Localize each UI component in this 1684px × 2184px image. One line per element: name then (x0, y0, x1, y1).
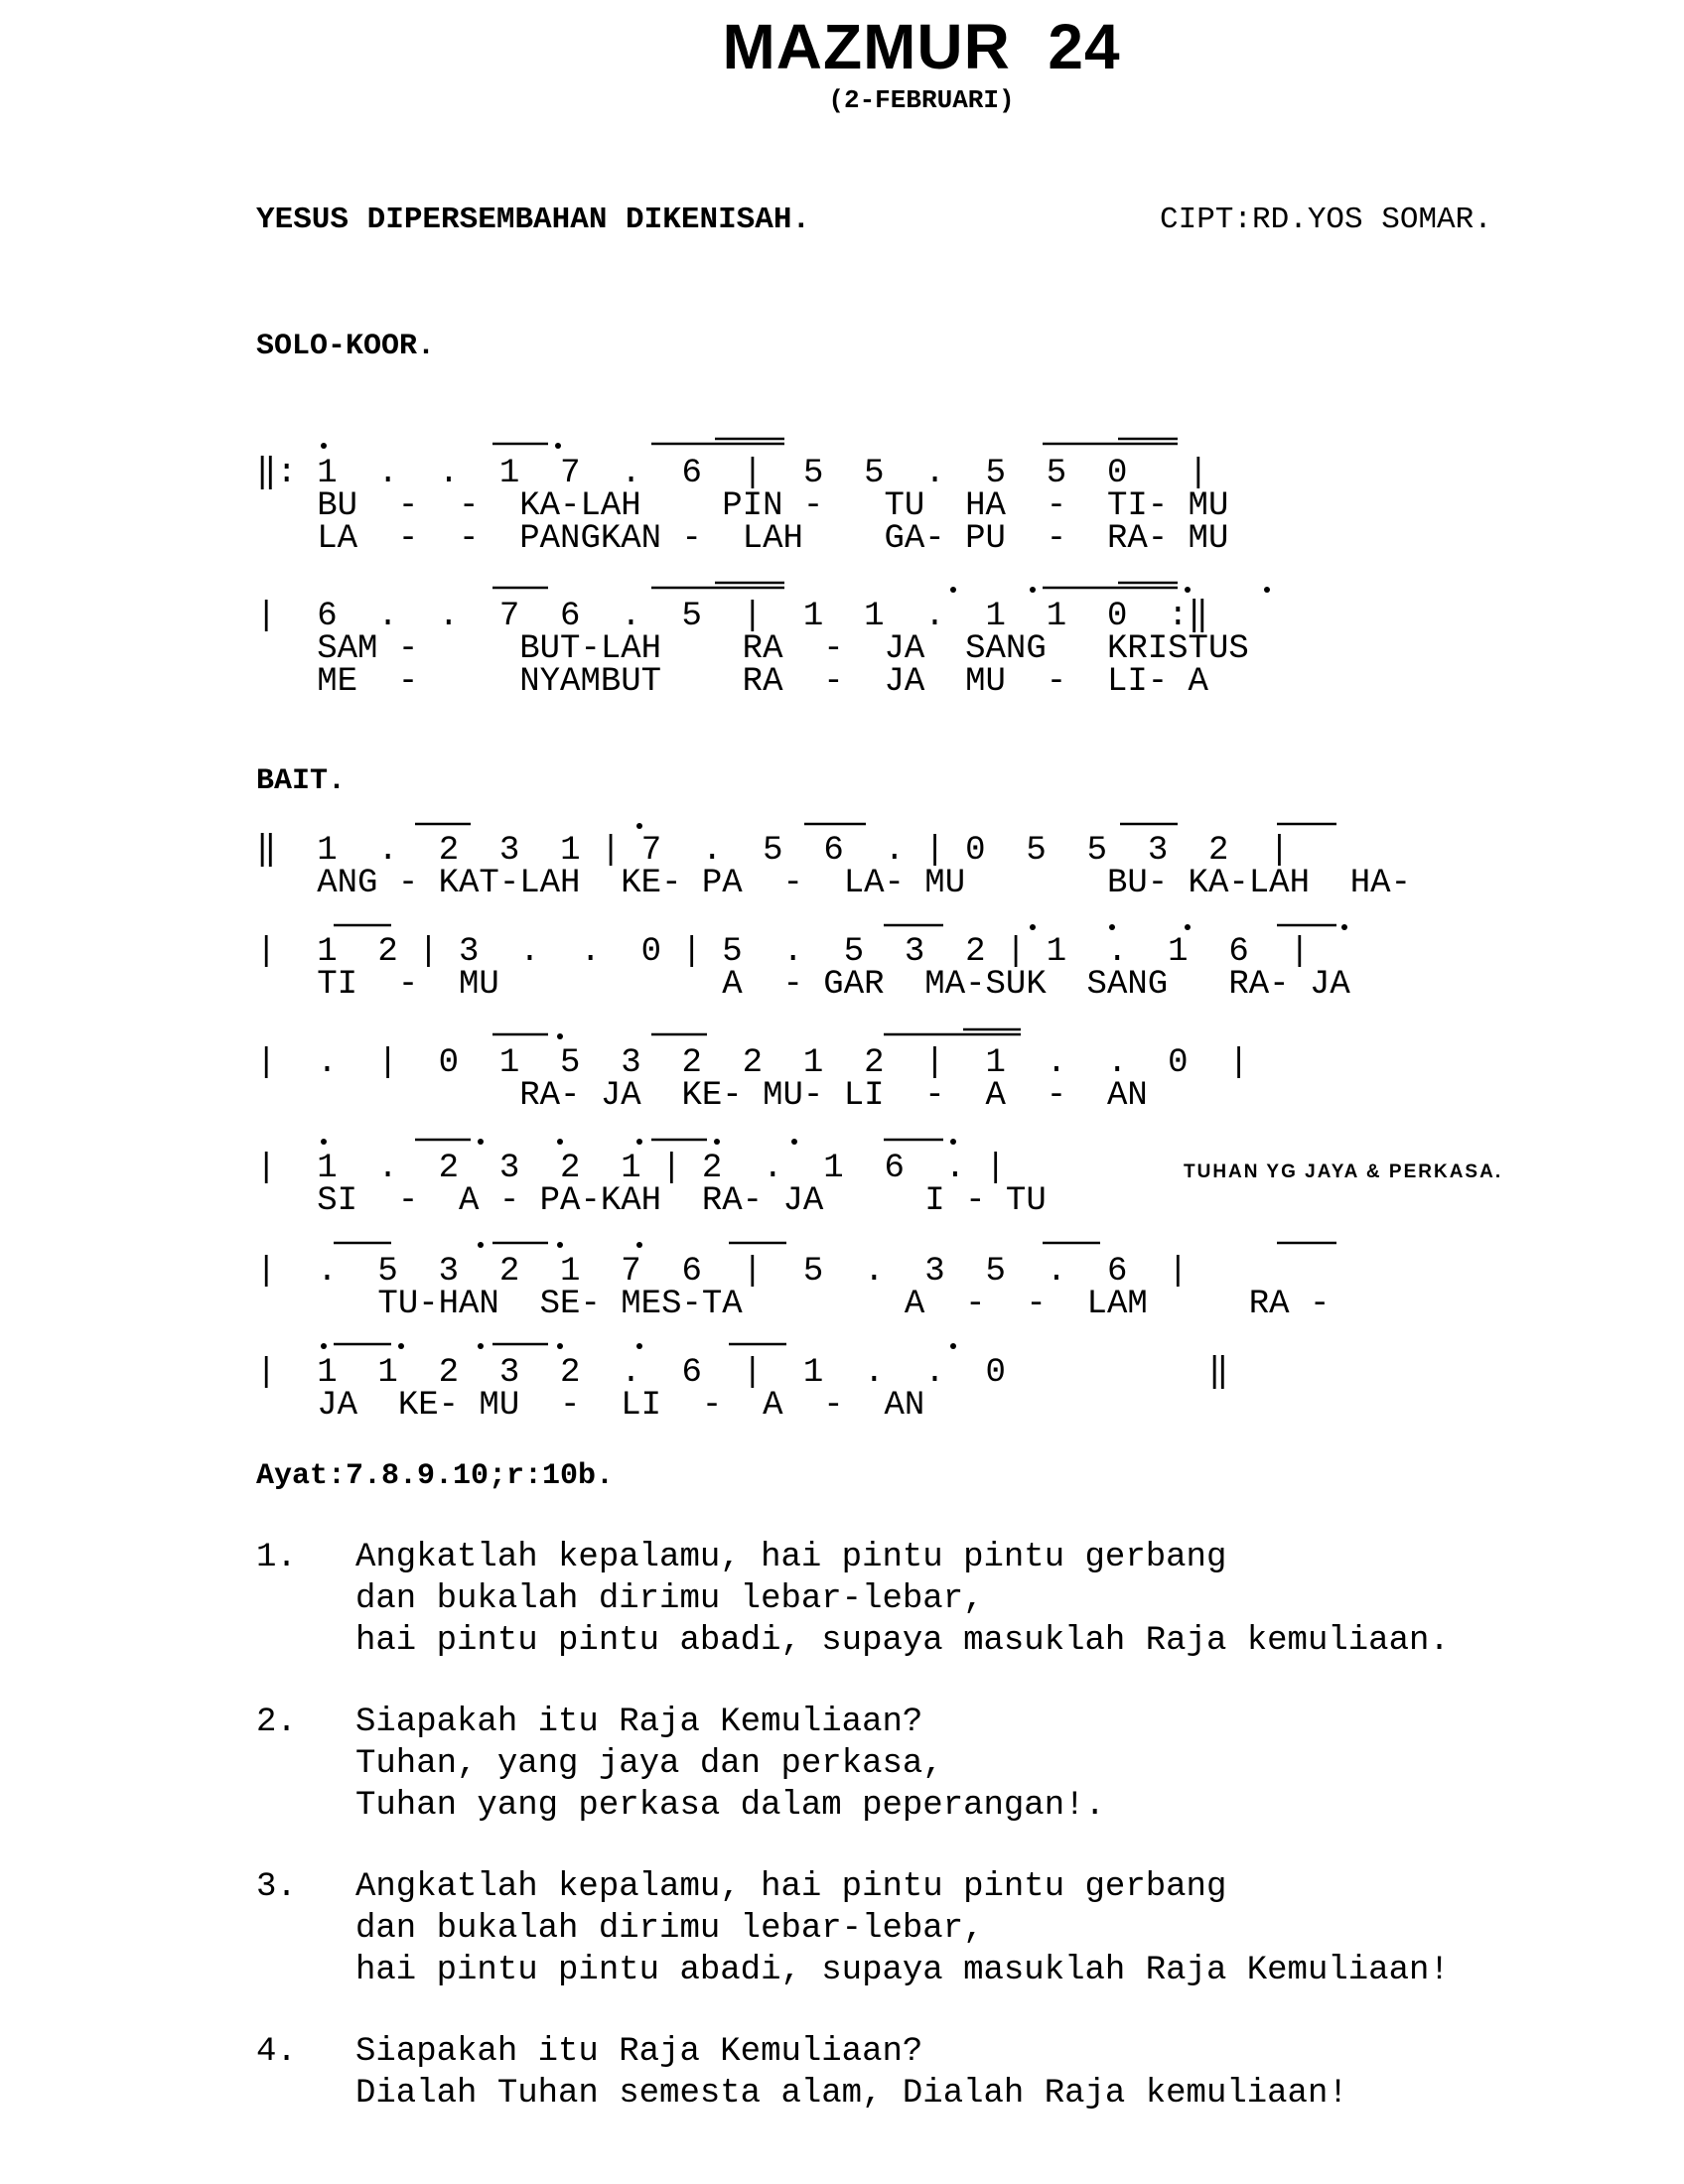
octave-dot (636, 823, 642, 829)
bait-notes-line-4: | 1 . 2 3 2 1 | 2 . 1 6 . | (256, 1150, 1006, 1187)
octave-dot (557, 1139, 563, 1145)
octave-dot (636, 1343, 642, 1349)
octave-dot (555, 443, 561, 449)
verse-1-line-2: dan bukalah dirimu lebar-lebar, (355, 1580, 984, 1618)
section-label-solo-koor: SOLO-KOOR. (256, 330, 436, 363)
octave-dot (1030, 924, 1036, 930)
bait-notes-line-3: | . | 0 1 5 3 2 2 1 2 | 1 . . 0 | (256, 1044, 1249, 1082)
octave-dot (478, 1242, 484, 1248)
octave-dot (557, 1033, 563, 1039)
verse-1-line-1: Angkatlah kepalamu, hai pintu pintu gerbang (355, 1539, 1227, 1576)
bait-lyric-line-5: TU-HAN SE- MES-TA A - - LAM RA - (256, 1286, 1331, 1323)
refrain-lyric-line-1a: BU - - KA-LAH PIN - TU HA - TI- MU (256, 487, 1229, 525)
octave-dot (398, 1343, 404, 1349)
song-theme: YESUS DIPERSEMBAHAN DIKENISAH. (256, 203, 811, 237)
bait-side-note: TUHAN YG JAYA & PERKASA. (1184, 1161, 1503, 1182)
bait-notes-line-6: | 1 1 2 3 2 . 6 | 1 . . 0 ‖ (256, 1354, 1229, 1392)
octave-dot (1341, 924, 1347, 930)
octave-dot (636, 1139, 642, 1145)
octave-dot (321, 1139, 327, 1145)
octave-dot (636, 1242, 642, 1248)
verse-number: 2. (256, 1704, 297, 1741)
octave-dot (950, 1139, 956, 1145)
refrain-lyric-line-2a: SAM - BUT-LAH RA - JA SANG KRISTUS (256, 630, 1249, 668)
section-label-ayat: Ayat:7.8.9.10;r:10b. (256, 1459, 615, 1493)
octave-dot (321, 1343, 327, 1349)
refrain-lyric-line-1b: LA - - PANGKAN - LAH GA- PU - RA- MU (256, 520, 1229, 558)
bait-lyric-line-6: JA KE- MU - LI - A - AN (256, 1387, 925, 1425)
verse-2-line-2: Tuhan, yang jaya dan perkasa, (355, 1745, 943, 1783)
composer-credit: CIPT:RD.YOS SOMAR. (1160, 203, 1492, 237)
octave-dot (1185, 924, 1191, 930)
bait-lyric-line-1: ANG - KAT-LAH KE- PA - LA- MU BU- KA-LAH HA- (256, 865, 1411, 902)
page-title: MAZMUR 24 (722, 11, 1121, 82)
bait-lyric-line-2: TI - MU A - GAR MA-SUK SANG RA- JA (256, 966, 1350, 1004)
section-label-bait: BAIT. (256, 764, 347, 798)
verse-4-line-2: Dialah Tuhan semesta alam, Dialah Raja kemuliaan! (355, 2075, 1348, 2113)
verse-4-line-1: Siapakah itu Raja Kemuliaan? (355, 2033, 923, 2071)
refrain-notes-line-1: ‖: 1 . . 1 7 . 6 | 5 5 . 5 5 0 | (256, 455, 1209, 492)
verse-number: 1. (256, 1539, 297, 1576)
bait-notes-line-2: | 1 2 | 3 . . 0 | 5 . 5 3 2 | 1 . 1 6 | (256, 933, 1310, 971)
bait-lyric-line-4: SI - A - PA-KAH RA- JA I - TU (256, 1182, 1047, 1220)
octave-dot (478, 1343, 484, 1349)
verse-3-line-2: dan bukalah dirimu lebar-lebar, (355, 1910, 984, 1948)
octave-dot (321, 443, 327, 449)
verse-number: 3. (256, 1868, 297, 1906)
octave-dot (478, 1139, 484, 1145)
octave-dot (714, 1139, 720, 1145)
octave-dot (1109, 924, 1115, 930)
refrain-lyric-line-2b: ME - NYAMBUT RA - JA MU - LI- A (256, 663, 1208, 701)
verse-2-line-1: Siapakah itu Raja Kemuliaan? (355, 1704, 923, 1741)
bait-notes-line-5: | . 5 3 2 1 7 6 | 5 . 3 5 . 6 | (256, 1253, 1189, 1291)
octave-dot (950, 587, 956, 593)
octave-dot (1264, 587, 1270, 593)
refrain-notes-line-2: | 6 . . 7 6 . 5 | 1 1 . 1 1 0 :‖ (256, 598, 1209, 635)
octave-dot (791, 1139, 797, 1145)
octave-dot (1030, 587, 1036, 593)
verse-1-line-3: hai pintu pintu abadi, supaya masuklah Raja kemuliaan. (355, 1622, 1450, 1660)
verse-3-line-1: Angkatlah kepalamu, hai pintu pintu gerbang (355, 1868, 1227, 1906)
octave-dot (557, 1343, 563, 1349)
verse-number: 4. (256, 2033, 297, 2071)
verse-3-line-3: hai pintu pintu abadi, supaya masuklah Raja Kemuliaan! (355, 1952, 1450, 1989)
page-subtitle: (2-FEBRUARI) (828, 85, 1015, 115)
octave-dot (1185, 587, 1191, 593)
octave-dot (950, 1343, 956, 1349)
verse-2-line-3: Tuhan yang perkasa dalam peperangan!. (355, 1787, 1105, 1825)
bait-notes-line-1: ‖ 1 . 2 3 1 | 7 . 5 6 . | 0 5 5 3 2 | (256, 832, 1290, 870)
bait-lyric-line-3: RA- JA KE- MU- LI - A - AN (256, 1077, 1148, 1115)
octave-dot (557, 1242, 563, 1248)
